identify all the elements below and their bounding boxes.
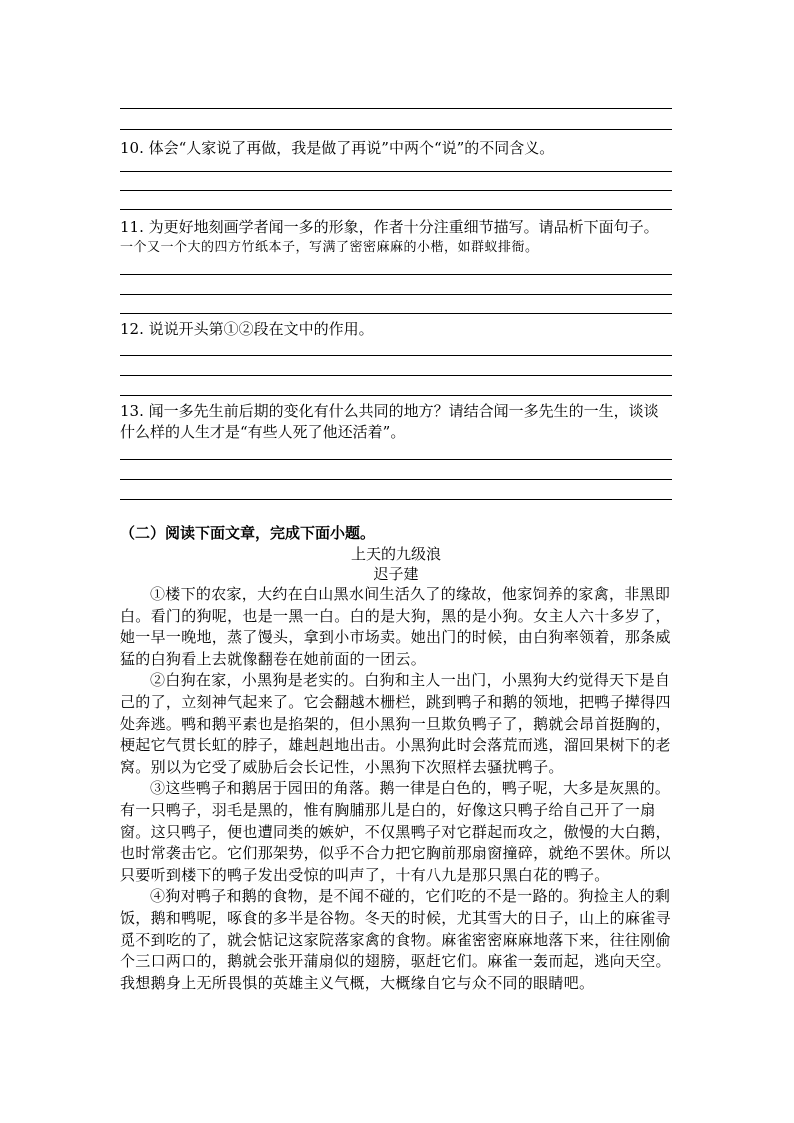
article-author: 迟子建 xyxy=(373,565,419,583)
article-title: 上天的九级浪 xyxy=(350,545,441,563)
question-13: 13. 闻一多先生前后期的变化有什么共同的地方？请结合闻一多先生的一生，谈谈什么样的人生才是“有些人死了他还活着”。 xyxy=(120,402,659,441)
question-11-quote: 一个又一个大的四方竹纸本子，写满了密密麻麻的小楷，如群蚁排衙。 xyxy=(120,240,539,255)
answer-line xyxy=(120,313,672,314)
question-10: 10. 体会“人家说了再做，我是做了再说”中两个“说”的不同含义。 xyxy=(120,139,555,157)
answer-line xyxy=(120,499,672,500)
section-heading: （二）阅读下面文章，完成下面小题。 xyxy=(120,524,376,542)
article-paragraph-2: ②白狗在家，小黑狗是老实的。白狗和主人一出门，小黑狗大约觉得天下是自己的了，立刻神气起来了。它会翻越木栅栏，跳到鸭子和鹅的领地，把鸭子撵得四处奔逃。鸭和鹅平素也是掐架的，但小黑狗一旦欺负鸭子了，鹅就会昂首挺胸的，梗起它气贯长虹的脖子，雄赳赳地出击。小黑狗此时会落荒而逃，溜回果树下的老窝。别以为它受了威胁后会长记性，小黑狗下次照样去骚扰鸭子。 xyxy=(120,671,671,776)
answer-line xyxy=(120,209,672,210)
question-12: 12. 说说开头第①②段在文中的作用。 xyxy=(120,320,374,338)
document-page xyxy=(120,108,672,994)
article-paragraph-1: ①楼下的农家，大约在白山黑水间生活久了的缘故，他家饲养的家禽，非黑即白。看门的狗呢，也是一黑一白。白的是大狗，黑的是小狗。女主人六十多岁了，她一早一晚地，蒸了馒头，拿到小市场卖。她出门的时候，由白狗率领着，那条威猛的白狗看上去就像翻卷在她前面的一团云。 xyxy=(120,585,671,668)
question-11: 11. 为更好地刻画学者闻一多的形象，作者十分注重细节描写。请品析下面句子。 xyxy=(120,218,659,236)
answer-line xyxy=(120,129,672,130)
article-paragraph-4: ④狗对鸭子和鹅的食物，是不闻不碰的，它们吃的不是一路的。狗捡主人的剩饭，鹅和鸭呢，啄食的多半是谷物。冬天的时候，尤其雪大的日子，山上的麻雀寻觅不到吃的了，就会惦记这家院落家禽的食物。麻雀密密麻麻地落下来，往往刚偷个三口两口的，鹅就会张开蒲扇似的翅膀，驱赶它们。麻雀一轰而起，逃向天空。我想鹅身上无所畏惧的英雄主义气概，大概缘自它与众不同的眼睛吧。 xyxy=(120,887,671,992)
article-paragraph-3: ③这些鸭子和鹅居于园田的角落。鹅一律是白色的，鸭子呢，大多是灰黑的。有一只鸭子，羽毛是黑的，惟有胸脯那儿是白的，好像这只鸭子给自己开了一扇窗。这只鸭子，便也遭同类的嫉妒，不仅黑鸭子对它群起而攻之，傲慢的大白鹅，也时常袭击它。它们那架势，似乎不合力把它胸前那扇窗撞碎，就绝不罢休。所以只要听到楼下的鸭子发出受惊的叫声了，十有八九是那只黑白花的鸭子。 xyxy=(120,779,671,884)
answer-line xyxy=(120,395,672,396)
